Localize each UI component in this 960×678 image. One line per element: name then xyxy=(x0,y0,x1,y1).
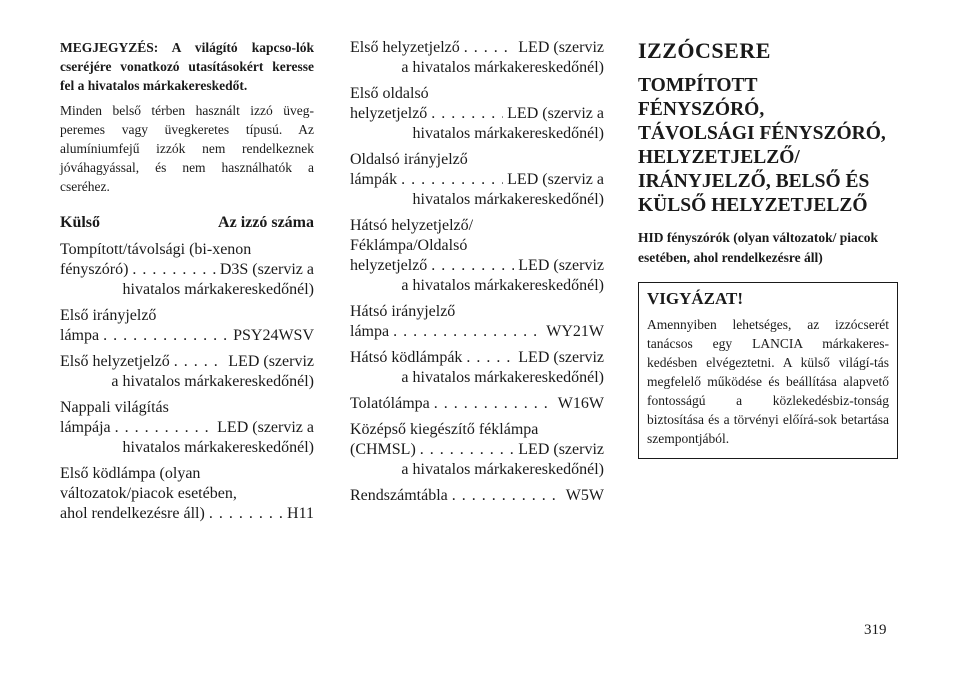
bulb-label: lámpa xyxy=(350,323,390,340)
bulb-table-header xyxy=(60,214,314,232)
dot-leader xyxy=(466,348,514,368)
dot-leader xyxy=(115,418,214,438)
bulb-label: Rendszámtábla xyxy=(350,487,448,504)
bulb-number: W5W xyxy=(565,487,604,504)
bulb-number-continued: a hivatalos márkakereskedőnél) xyxy=(401,461,604,478)
section-line: TOMPÍTOTT xyxy=(638,75,758,96)
bulb-entry xyxy=(350,38,604,78)
dot-leader xyxy=(434,394,554,414)
bulb-entry xyxy=(60,464,314,524)
bulb-name-line: Féklámpa/Oldalsó xyxy=(350,237,468,254)
bulb-name-line: Első ködlámpa (olyan xyxy=(60,465,201,482)
bulb-number-continued: hivatalos márkakereskedőnél) xyxy=(122,439,314,456)
bulb-number: LED (szerviz a xyxy=(507,171,604,188)
bulb-label: fényszóró) xyxy=(60,261,129,278)
bulb-leader-row xyxy=(350,394,604,414)
bulb-name-line: változatok/piacok esetében, xyxy=(60,485,237,502)
bulb-entry xyxy=(350,486,604,506)
bulb-name-line: Középső kiegészítő féklámpa xyxy=(350,421,539,438)
bulb-leader-row xyxy=(350,38,604,58)
bulb-leader-row xyxy=(60,260,314,280)
bulb-number-continued: a hivatalos márkakereskedőnél) xyxy=(401,277,604,294)
bulb-label: helyzetjelző xyxy=(350,257,428,274)
left-column xyxy=(60,38,314,530)
bulb-number: PSY24WSV xyxy=(233,327,314,344)
dot-leader xyxy=(464,38,515,58)
bulb-number-continued: a hivatalos márkakereskedőnél) xyxy=(401,369,604,386)
bulb-number-continued: a hivatalos márkakereskedőnél) xyxy=(401,59,604,76)
bulb-name-line: Első irányjelző xyxy=(60,307,157,324)
bulb-entry xyxy=(60,306,314,346)
right-column xyxy=(638,38,898,459)
dot-leader xyxy=(209,504,283,524)
warning-box xyxy=(638,282,898,459)
dot-leader xyxy=(431,104,503,124)
bulb-label: Első helyzetjelző xyxy=(60,353,170,370)
bulb-number: WY21W xyxy=(546,323,604,340)
bulb-name-line: Nappali világítás xyxy=(60,399,169,416)
bulb-number: LED (szerviz xyxy=(518,257,604,274)
bulb-label: lámpák xyxy=(350,171,398,188)
dot-leader xyxy=(132,260,215,280)
chapter-title: IZZÓCSERE xyxy=(638,38,771,63)
bulb-name-line: Első oldalsó xyxy=(350,85,429,102)
dot-leader xyxy=(420,440,514,460)
bulb-number-continued: a hivatalos márkakereskedőnél) xyxy=(111,373,314,390)
bulb-number-continued: hivatalos márkakereskedőnél) xyxy=(122,281,314,298)
bulb-number: LED (szerviz xyxy=(518,349,604,366)
section-line: TÁVOLSÁGI FÉNYSZÓRÓ, xyxy=(638,123,886,144)
dot-leader xyxy=(401,170,503,190)
dot-leader xyxy=(431,256,514,276)
bulb-label: helyzetjelző xyxy=(350,105,428,122)
bulb-number: LED (szerviz xyxy=(518,39,604,56)
bulb-label: ahol rendelkezésre áll) xyxy=(60,505,205,522)
bulb-entry xyxy=(350,302,604,342)
bulb-number: LED (szerviz xyxy=(518,441,604,458)
bulb-leader-row xyxy=(60,504,314,524)
bulb-name-line: Hátsó irányjelző xyxy=(350,303,456,320)
bulb-number-continued: hivatalos márkakereskedőnél) xyxy=(412,191,604,208)
section-line: KÜLSŐ HELYZETJELZŐ xyxy=(638,195,868,216)
header-exterior: Külső xyxy=(60,214,101,231)
bulb-label: Hátsó ködlámpák xyxy=(350,349,463,366)
note-body: Minden belső térben használt izzó üveg-peremes vagy üvegkeretes típusú. Az alumíniumfejű izzók nem rendelkeznek jóváhagyással, és nem használhatók a cseréhez. xyxy=(60,103,314,194)
dot-leader xyxy=(174,352,225,372)
header-bulb-number: Az izzó száma xyxy=(218,214,314,231)
note-title: MEGJEGYZÉS: A világító kapcso-lók cseréjére vonatkozó utasításokért keresse fel a hivatalos márkakereskedőt. xyxy=(60,40,314,93)
bulb-entry xyxy=(350,420,604,480)
bulb-leader-row xyxy=(350,170,604,190)
left-bulb-list xyxy=(60,240,314,524)
bulb-entry xyxy=(60,352,314,392)
warning-title: VIGYÁZAT! xyxy=(647,289,744,308)
bulb-name-line: Tompított/távolsági (bi-xenon xyxy=(60,241,252,258)
page-number: 319 xyxy=(864,622,887,638)
bulb-leader-row xyxy=(350,348,604,368)
bulb-leader-row xyxy=(60,418,314,438)
bulb-leader-row xyxy=(350,256,604,276)
bulb-number: D3S (szerviz a xyxy=(219,261,314,278)
bulb-number: W16W xyxy=(557,395,604,412)
middle-column xyxy=(350,38,604,512)
warning-text: Amennyiben lehetséges, az izzócserét tanácsos egy LANCIA márkakeres-kedésben elvégeztetni. A külső világí-tás megfelelő működése és beállítása alapvető fontosságú a közlekedésbiz-tonság biztosítása és a törvényi előírá-sok betartása szempontjából. xyxy=(647,317,889,446)
bulb-label: (CHMSL) xyxy=(350,441,416,458)
section-line: FÉNYSZÓRÓ, xyxy=(638,99,765,120)
dot-leader xyxy=(393,322,542,342)
section-line: IRÁNYJELZŐ, BELSŐ ÉS xyxy=(638,171,870,192)
bulb-entry xyxy=(350,84,604,144)
middle-bulb-list xyxy=(350,38,604,506)
bulb-name-line: Oldalsó irányjelző xyxy=(350,151,468,168)
dot-leader xyxy=(103,326,229,346)
bulb-number: LED (szerviz a xyxy=(217,419,314,436)
bulb-entry xyxy=(350,216,604,296)
bulb-leader-row xyxy=(350,104,604,124)
bulb-name-line: Hátsó helyzetjelző/ xyxy=(350,217,474,234)
bulb-label: lámpája xyxy=(60,419,111,436)
bulb-leader-row xyxy=(60,326,314,346)
bulb-entry xyxy=(60,240,314,300)
bulb-label: lámpa xyxy=(60,327,100,344)
dot-leader xyxy=(452,486,562,506)
bulb-label: Tolatólámpa xyxy=(350,395,430,412)
bulb-number: LED (szerviz xyxy=(228,353,314,370)
bulb-entry xyxy=(350,150,604,210)
bulb-number-continued: hivatalos márkakereskedőnél) xyxy=(412,125,604,142)
hid-subheading: HID fényszórók (olyan változatok/ piacok esetében, ahol rendelkezésre áll) xyxy=(638,230,879,265)
bulb-entry xyxy=(350,394,604,414)
section-line: HELYZETJELZŐ/ xyxy=(638,147,800,168)
section-title xyxy=(638,74,898,218)
bulb-leader-row xyxy=(60,352,314,372)
bulb-number: LED (szerviz a xyxy=(507,105,604,122)
bulb-number: H11 xyxy=(287,505,314,522)
bulb-leader-row xyxy=(350,322,604,342)
bulb-entry xyxy=(60,398,314,458)
bulb-leader-row xyxy=(350,440,604,460)
bulb-entry xyxy=(350,348,604,388)
bulb-label: Első helyzetjelző xyxy=(350,39,460,56)
bulb-leader-row xyxy=(350,486,604,506)
